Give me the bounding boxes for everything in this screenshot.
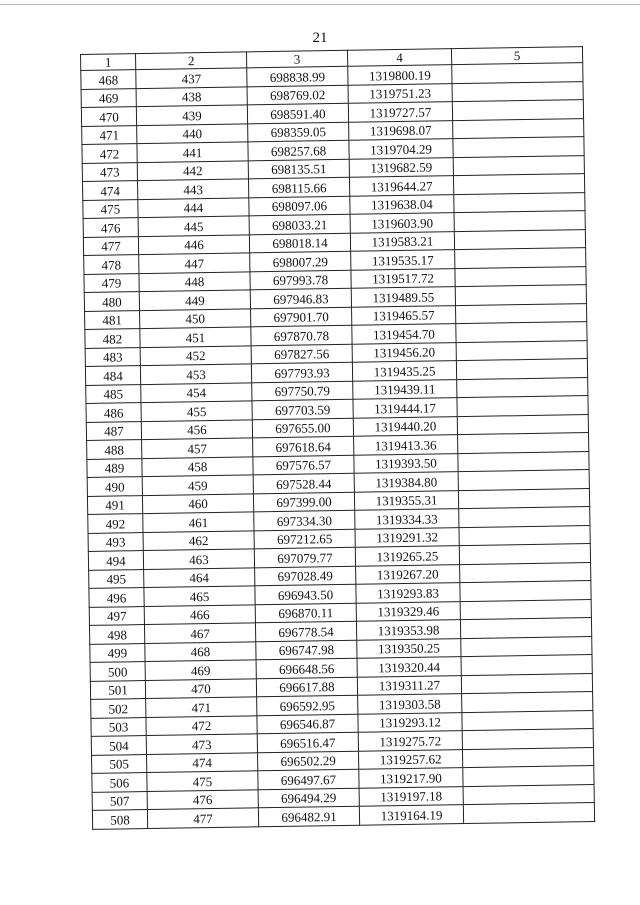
point-number-cell: 439 bbox=[136, 105, 247, 125]
x-coordinate-cell: 698769.02 bbox=[247, 85, 348, 105]
y-coordinate-cell: 1319454.70 bbox=[352, 324, 456, 344]
x-coordinate-cell: 696502.29 bbox=[257, 751, 358, 771]
notes-cell bbox=[454, 229, 585, 250]
point-number-cell: 447 bbox=[139, 253, 250, 273]
notes-cell bbox=[459, 544, 590, 565]
x-coordinate-cell: 696482.91 bbox=[258, 806, 359, 826]
notes-cell bbox=[457, 414, 588, 435]
y-coordinate-cell: 1319535.17 bbox=[351, 250, 455, 270]
notes-cell bbox=[455, 266, 586, 287]
row-number-cell: 494 bbox=[88, 551, 143, 570]
notes-cell bbox=[457, 377, 588, 398]
notes-cell bbox=[454, 192, 585, 213]
point-number-cell: 458 bbox=[142, 456, 253, 476]
x-coordinate-cell: 696870.11 bbox=[255, 603, 356, 623]
y-coordinate-cell: 1319291.32 bbox=[355, 527, 459, 547]
point-number-cell: 457 bbox=[142, 438, 253, 458]
x-coordinate-cell: 696943.50 bbox=[255, 584, 356, 604]
notes-cell bbox=[462, 710, 593, 731]
x-coordinate-cell: 696516.47 bbox=[257, 732, 358, 752]
y-coordinate-cell: 1319489.55 bbox=[351, 287, 455, 307]
x-coordinate-cell: 696778.54 bbox=[255, 621, 356, 641]
point-number-cell: 473 bbox=[146, 734, 257, 754]
x-coordinate-cell: 697827.56 bbox=[251, 344, 352, 364]
point-number-cell: 451 bbox=[140, 327, 251, 347]
row-number-cell: 485 bbox=[86, 384, 141, 403]
notes-cell bbox=[463, 784, 594, 805]
point-number-cell: 440 bbox=[137, 123, 248, 143]
point-number-cell: 445 bbox=[138, 216, 249, 236]
column-header-1: 1 bbox=[81, 54, 136, 71]
notes-cell bbox=[454, 211, 585, 232]
row-number-cell: 498 bbox=[89, 625, 144, 644]
x-coordinate-cell: 697028.49 bbox=[255, 566, 356, 586]
y-coordinate-cell: 1319303.58 bbox=[358, 694, 462, 714]
y-coordinate-cell: 1319644.27 bbox=[349, 176, 453, 196]
point-number-cell: 456 bbox=[141, 419, 252, 439]
top-rule bbox=[0, 4, 640, 5]
y-coordinate-cell: 1319257.62 bbox=[358, 749, 462, 769]
notes-cell bbox=[460, 599, 591, 620]
y-coordinate-cell: 1319413.36 bbox=[354, 435, 458, 455]
x-coordinate-cell: 696497.67 bbox=[258, 769, 359, 789]
row-number-cell: 495 bbox=[89, 569, 144, 588]
row-number-cell: 505 bbox=[92, 754, 147, 773]
row-number-cell: 500 bbox=[90, 662, 145, 681]
point-number-cell: 452 bbox=[140, 345, 251, 365]
y-coordinate-cell: 1319217.90 bbox=[359, 768, 463, 788]
x-coordinate-cell: 698359.05 bbox=[248, 122, 349, 142]
notes-cell bbox=[462, 747, 593, 768]
point-number-cell: 463 bbox=[143, 549, 254, 569]
notes-cell bbox=[455, 285, 586, 306]
x-coordinate-cell: 698591.40 bbox=[247, 103, 348, 123]
y-coordinate-cell: 1319456.20 bbox=[352, 342, 456, 362]
y-coordinate-cell: 1319334.33 bbox=[355, 509, 459, 529]
x-coordinate-cell: 697870.78 bbox=[251, 325, 352, 345]
x-coordinate-cell: 696494.29 bbox=[258, 788, 359, 808]
x-coordinate-cell: 697946.83 bbox=[250, 288, 351, 308]
point-number-cell: 477 bbox=[147, 808, 258, 828]
row-number-cell: 501 bbox=[90, 680, 145, 699]
x-coordinate-cell: 697655.00 bbox=[252, 418, 353, 438]
row-number-cell: 482 bbox=[85, 329, 140, 348]
notes-cell bbox=[457, 396, 588, 417]
point-number-cell: 475 bbox=[147, 771, 258, 791]
y-coordinate-cell: 1319293.12 bbox=[358, 712, 462, 732]
x-coordinate-cell: 698007.29 bbox=[250, 251, 351, 271]
y-coordinate-cell: 1319751.23 bbox=[348, 83, 452, 103]
row-number-cell: 476 bbox=[83, 218, 138, 237]
notes-cell bbox=[458, 451, 589, 472]
notes-cell bbox=[460, 562, 591, 583]
y-coordinate-cell: 1319444.17 bbox=[353, 398, 457, 418]
point-number-cell: 446 bbox=[138, 234, 249, 254]
notes-cell bbox=[455, 248, 586, 269]
row-number-cell: 471 bbox=[82, 125, 137, 144]
y-coordinate-cell: 1319311.27 bbox=[357, 675, 461, 695]
row-number-cell: 507 bbox=[92, 791, 147, 810]
x-coordinate-cell: 697703.59 bbox=[252, 399, 353, 419]
notes-cell bbox=[453, 155, 584, 176]
row-number-cell: 492 bbox=[88, 514, 143, 533]
point-number-cell: 472 bbox=[146, 715, 257, 735]
row-number-cell: 497 bbox=[89, 606, 144, 625]
notes-cell bbox=[458, 433, 589, 454]
y-coordinate-cell: 1319440.20 bbox=[353, 416, 457, 436]
x-coordinate-cell: 697212.65 bbox=[254, 529, 355, 549]
row-number-cell: 486 bbox=[86, 403, 141, 422]
row-number-cell: 470 bbox=[81, 107, 136, 126]
notes-cell bbox=[460, 581, 591, 602]
row-number-cell: 480 bbox=[84, 292, 139, 311]
row-number-cell: 475 bbox=[83, 199, 138, 218]
row-number-cell: 502 bbox=[91, 699, 146, 718]
notes-cell bbox=[461, 655, 592, 676]
point-number-cell: 453 bbox=[140, 364, 251, 384]
x-coordinate-cell: 697079.77 bbox=[254, 547, 355, 567]
point-number-cell: 469 bbox=[145, 660, 256, 680]
point-number-cell: 449 bbox=[139, 290, 250, 310]
column-header-3: 3 bbox=[246, 50, 347, 68]
x-coordinate-cell: 697334.30 bbox=[254, 510, 355, 530]
y-coordinate-cell: 1319435.25 bbox=[352, 361, 456, 381]
notes-cell bbox=[455, 303, 586, 324]
coordinate-table-wrapper bbox=[80, 46, 595, 829]
notes-cell bbox=[463, 766, 594, 787]
y-coordinate-cell: 1319384.80 bbox=[354, 472, 458, 492]
point-number-cell: 455 bbox=[141, 401, 252, 421]
notes-cell bbox=[459, 525, 590, 546]
row-number-cell: 487 bbox=[86, 421, 141, 440]
row-number-cell: 472 bbox=[82, 144, 137, 163]
x-coordinate-cell: 697528.44 bbox=[253, 473, 354, 493]
row-number-cell: 468 bbox=[81, 70, 136, 89]
y-coordinate-cell: 1319439.11 bbox=[353, 379, 457, 399]
x-coordinate-cell: 698033.21 bbox=[249, 214, 350, 234]
notes-cell bbox=[461, 636, 592, 657]
point-number-cell: 462 bbox=[143, 530, 254, 550]
point-number-cell: 442 bbox=[137, 160, 248, 180]
y-coordinate-cell: 1319638.04 bbox=[350, 194, 454, 214]
y-coordinate-cell: 1319293.83 bbox=[356, 583, 460, 603]
row-number-cell: 493 bbox=[88, 532, 143, 551]
point-number-cell: 468 bbox=[145, 641, 256, 661]
notes-cell bbox=[459, 507, 590, 528]
row-number-cell: 506 bbox=[92, 773, 147, 792]
page-number: 21 bbox=[312, 30, 328, 46]
x-coordinate-cell: 698838.99 bbox=[247, 66, 348, 86]
y-coordinate-cell: 1319350.25 bbox=[357, 638, 461, 658]
row-number-cell: 469 bbox=[81, 88, 136, 107]
x-coordinate-cell: 697793.93 bbox=[251, 362, 352, 382]
point-number-cell: 448 bbox=[139, 271, 250, 291]
x-coordinate-cell: 696592.95 bbox=[257, 695, 358, 715]
point-number-cell: 471 bbox=[146, 697, 257, 717]
point-number-cell: 450 bbox=[140, 308, 251, 328]
row-number-cell: 488 bbox=[87, 440, 142, 459]
row-number-cell: 499 bbox=[90, 643, 145, 662]
column-header-2: 2 bbox=[136, 52, 247, 70]
x-coordinate-cell: 698097.06 bbox=[249, 196, 350, 216]
notes-cell bbox=[453, 118, 584, 139]
coordinate-table bbox=[80, 46, 595, 829]
y-coordinate-cell: 1319197.18 bbox=[359, 786, 463, 806]
row-number-cell: 478 bbox=[84, 255, 139, 274]
x-coordinate-cell: 697618.64 bbox=[253, 436, 354, 456]
notes-cell bbox=[452, 63, 583, 84]
column-header-4: 4 bbox=[347, 49, 451, 67]
point-number-cell: 443 bbox=[137, 179, 248, 199]
row-number-cell: 496 bbox=[89, 588, 144, 607]
row-number-cell: 490 bbox=[87, 477, 142, 496]
y-coordinate-cell: 1319265.25 bbox=[355, 546, 459, 566]
y-coordinate-cell: 1319603.90 bbox=[350, 213, 454, 233]
point-number-cell: 459 bbox=[142, 475, 253, 495]
row-number-cell: 489 bbox=[87, 458, 142, 477]
y-coordinate-cell: 1319517.72 bbox=[351, 268, 455, 288]
column-header-5: 5 bbox=[451, 47, 582, 65]
y-coordinate-cell: 1319164.19 bbox=[359, 805, 463, 825]
point-number-cell: 466 bbox=[144, 604, 255, 624]
x-coordinate-cell: 698135.51 bbox=[248, 159, 349, 179]
point-number-cell: 444 bbox=[138, 197, 249, 217]
notes-cell bbox=[453, 174, 584, 195]
notes-cell bbox=[458, 470, 589, 491]
notes-cell bbox=[456, 322, 587, 343]
y-coordinate-cell: 1319275.72 bbox=[358, 731, 462, 751]
y-coordinate-cell: 1319329.46 bbox=[356, 601, 460, 621]
x-coordinate-cell: 698018.14 bbox=[249, 233, 350, 253]
row-number-cell: 479 bbox=[84, 273, 139, 292]
row-number-cell: 503 bbox=[91, 717, 146, 736]
x-coordinate-cell: 696747.98 bbox=[256, 640, 357, 660]
point-number-cell: 467 bbox=[144, 623, 255, 643]
row-number-cell: 491 bbox=[87, 495, 142, 514]
point-number-cell: 438 bbox=[136, 86, 247, 106]
table-body bbox=[81, 63, 595, 829]
point-number-cell: 441 bbox=[137, 142, 248, 162]
y-coordinate-cell: 1319800.19 bbox=[348, 65, 452, 85]
notes-cell bbox=[453, 137, 584, 158]
y-coordinate-cell: 1319320.44 bbox=[357, 657, 461, 677]
row-number-cell: 473 bbox=[82, 162, 137, 181]
point-number-cell: 476 bbox=[147, 789, 258, 809]
x-coordinate-cell: 697993.78 bbox=[250, 270, 351, 290]
x-coordinate-cell: 698115.66 bbox=[248, 177, 349, 197]
point-number-cell: 474 bbox=[147, 752, 258, 772]
row-number-cell: 477 bbox=[83, 236, 138, 255]
point-number-cell: 465 bbox=[144, 586, 255, 606]
y-coordinate-cell: 1319267.20 bbox=[356, 564, 460, 584]
row-number-cell: 474 bbox=[83, 181, 138, 200]
row-number-cell: 481 bbox=[85, 310, 140, 329]
notes-cell bbox=[456, 340, 587, 361]
point-number-cell: 464 bbox=[144, 567, 255, 587]
notes-cell bbox=[461, 673, 592, 694]
y-coordinate-cell: 1319465.57 bbox=[352, 305, 456, 325]
x-coordinate-cell: 697750.79 bbox=[252, 381, 353, 401]
notes-cell bbox=[456, 359, 587, 380]
notes-cell bbox=[452, 81, 583, 102]
notes-cell bbox=[460, 618, 591, 639]
row-number-cell: 508 bbox=[92, 810, 147, 829]
y-coordinate-cell: 1319704.29 bbox=[349, 139, 453, 159]
x-coordinate-cell: 696546.87 bbox=[257, 714, 358, 734]
notes-cell bbox=[452, 100, 583, 121]
y-coordinate-cell: 1319583.21 bbox=[350, 231, 454, 251]
notes-cell bbox=[463, 803, 594, 824]
point-number-cell: 461 bbox=[143, 512, 254, 532]
y-coordinate-cell: 1319355.31 bbox=[354, 490, 458, 510]
notes-cell bbox=[462, 729, 593, 750]
x-coordinate-cell: 696648.56 bbox=[256, 658, 357, 678]
point-number-cell: 454 bbox=[141, 382, 252, 402]
notes-cell bbox=[458, 488, 589, 509]
x-coordinate-cell: 697901.70 bbox=[251, 307, 352, 327]
x-coordinate-cell: 698257.68 bbox=[248, 140, 349, 160]
y-coordinate-cell: 1319727.57 bbox=[348, 102, 452, 122]
point-number-cell: 470 bbox=[145, 678, 256, 698]
point-number-cell: 437 bbox=[136, 68, 247, 88]
row-number-cell: 504 bbox=[91, 736, 146, 755]
y-coordinate-cell: 1319698.07 bbox=[349, 120, 453, 140]
x-coordinate-cell: 697399.00 bbox=[253, 492, 354, 512]
y-coordinate-cell: 1319682.59 bbox=[349, 157, 453, 177]
x-coordinate-cell: 696617.88 bbox=[256, 677, 357, 697]
x-coordinate-cell: 697576.57 bbox=[253, 455, 354, 475]
y-coordinate-cell: 1319353.98 bbox=[356, 620, 460, 640]
y-coordinate-cell: 1319393.50 bbox=[354, 453, 458, 473]
row-number-cell: 483 bbox=[85, 347, 140, 366]
row-number-cell: 484 bbox=[85, 366, 140, 385]
point-number-cell: 460 bbox=[142, 493, 253, 513]
notes-cell bbox=[462, 692, 593, 713]
